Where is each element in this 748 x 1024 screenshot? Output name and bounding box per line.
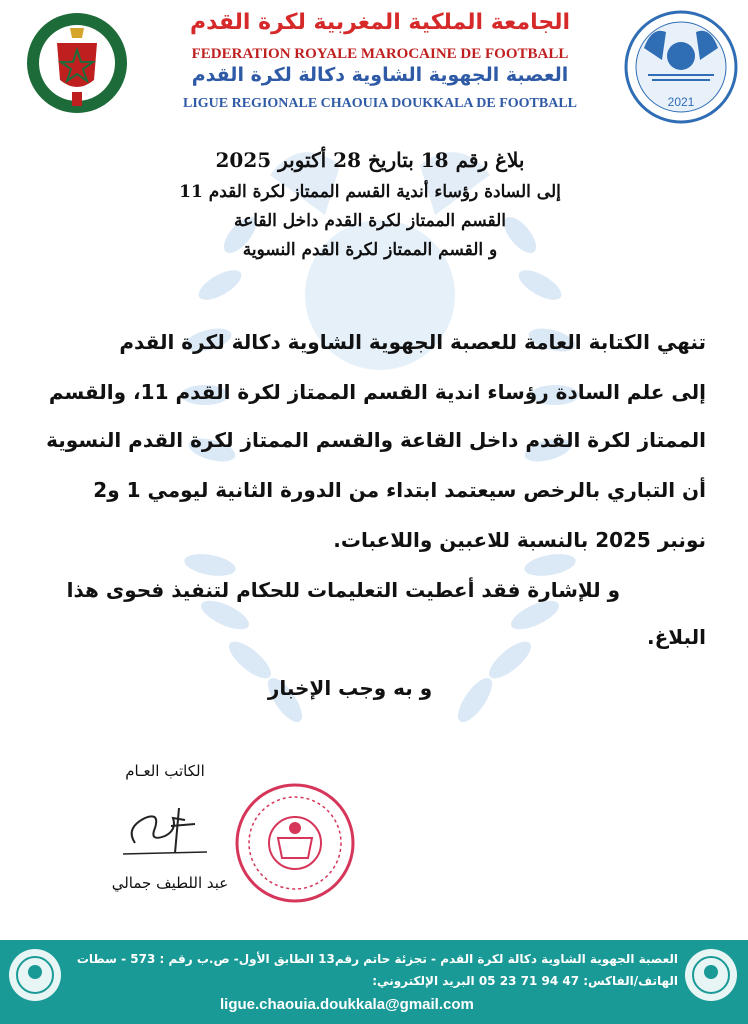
footer-email-link[interactable]: ligue.chaouia.doukkala@gmail.com [220,996,474,1013]
header-federation-arabic: الجامعة الملكية المغربية لكرة القدم [189,10,570,35]
body-line: الممتاز لكرة القدم داخل القاعة والقسم الممتاز لكرة القدم النسوية [46,428,706,452]
footer-bar [0,940,748,1024]
footer-logo-left [6,946,64,1004]
header-league-french: LIGUE REGIONALE CHAOUIA DOUKKALA DE FOOTBALL [182,96,577,111]
footer-address: العصبة الجهوية الشاوية دكالة لكرة القدم - تجزئة حاتم رقم13 الطابق الأول- ص.ب رقم : 573 - سطات [76,952,678,966]
handwritten-signature [115,798,215,868]
body-line: إلى علم السادة رؤساء اندية القسم الممتاز لكرة القدم 11، والقسم [48,380,706,404]
header-league-arabic: العصبة الجهوية الشاوية دكالة لكرة القدم [191,64,569,86]
signatory-name: عبد اللطيف جمالي [111,874,229,892]
footer-logo-right [682,946,740,1004]
communique-number-date: بلاغ رقم 18 بتاريخ 28 أكتوبر 2025 [215,148,525,172]
recipient-line-1: إلى السادة رؤساء أندية القسم الممتاز لكرة القدم 11 [179,182,561,202]
body-line: أن التباري بالرخص سيعتمد ابتداء من الدورة الثانية ليومي 1 و2 [93,478,706,502]
body-line: البلاغ. [647,625,706,649]
frmf-logo [22,8,132,118]
header-federation-french: FEDERATION ROYALE MAROCAINE DE FOOTBALL [191,46,569,62]
body-line: و للإشارة فقد أعطيت التعليمات للحكام لتنفيذ فحوى هذا [66,578,620,602]
signatory-title: الكاتب العـام [125,762,205,780]
closing-line: و به وجب الإخبار [267,676,433,700]
recipient-line-2: القسم الممتاز لكرة القدم داخل القاعة [233,211,507,231]
league-logo-year: 2021 [667,95,695,109]
body-line: نونبر 2025 بالنسبة للاعبين واللاعبات. [333,528,706,552]
body-line: تنهي الكتابة العامة للعصبة الجهوية الشاوية دكالة لكرة القدم [119,330,706,354]
recipient-line-3: و القسم الممتاز لكرة القدم النسوية [242,240,498,260]
league-logo [622,8,740,126]
footer-contact: الهاتف/الفاكس: 47 94 71 23 05 البريد الإلكتروني: [372,974,678,988]
